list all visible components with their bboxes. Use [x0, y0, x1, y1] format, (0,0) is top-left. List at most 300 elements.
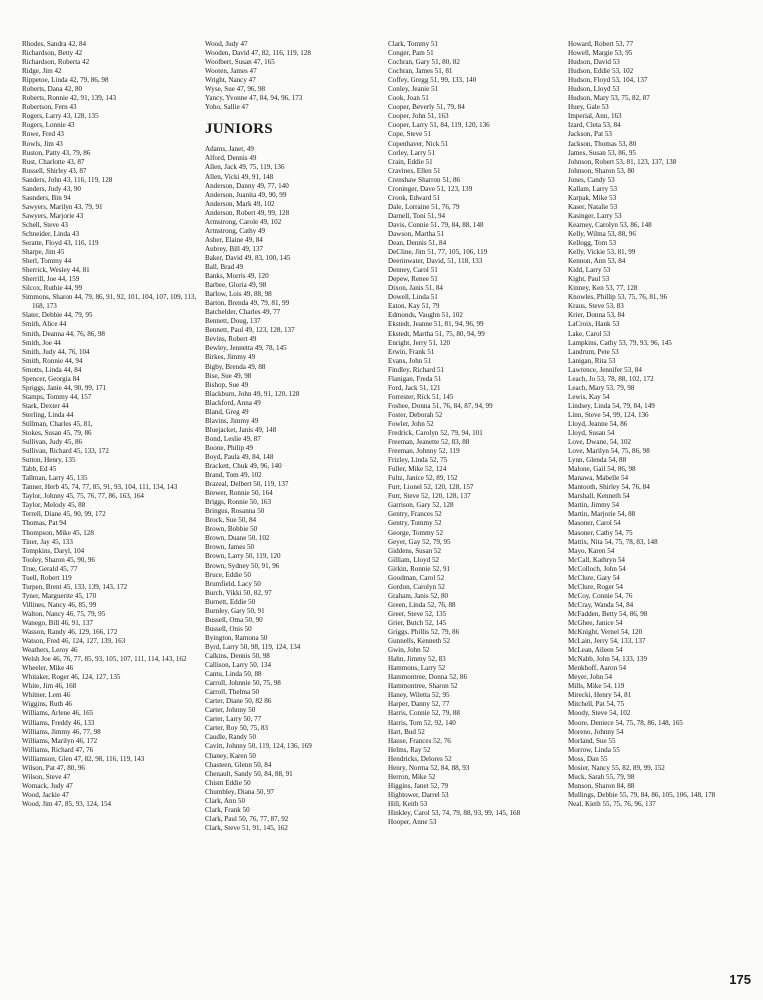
index-entry: Turpen, Brent 45, 133, 139, 143, 172 — [22, 582, 128, 591]
index-entry: Smotts, Linda 44, 84 — [22, 365, 82, 374]
index-entry: Furr, Lionel 52, 120, 128, 157 — [388, 483, 474, 492]
index-entry: Sherrill, Joe 44, 159 — [22, 275, 80, 284]
index-entry: Clark, Frank 50 — [205, 805, 250, 814]
index-entry: Forrester, Rick 51, 145 — [388, 392, 454, 401]
section-heading-juniors: JUNIORS — [205, 121, 273, 138]
index-entry: Muck, Sarah 55, 79, 98 — [568, 772, 635, 781]
index-entry: Carroll, Thelma 50 — [205, 688, 260, 697]
index-entry: Ford, Jack 51, 121 — [388, 383, 441, 392]
index-entry: Rippetoe, Linda 42, 79, 86, 98 — [22, 76, 109, 85]
index-entry: Banks, Morris 49, 120 — [205, 272, 269, 281]
index-entry: Fredrick, Carolyn 52, 79, 94, 101 — [388, 429, 483, 438]
index-entry: Johnson, Robert 53, 81, 123, 137, 138 — [568, 157, 677, 166]
index-entry: Linn, Steve 54, 99, 124, 136 — [568, 410, 649, 419]
index-entry: Love, Dwane, 54, 102 — [568, 438, 632, 447]
index-entry: Brumfield, Lacy 50 — [205, 579, 261, 588]
index-entry: Rowls, Jim 43 — [22, 139, 63, 148]
index-entry: Spriggs, Janie 44, 90, 99, 171 — [22, 383, 107, 392]
index-entry: Schell, Steve 43 — [22, 220, 68, 229]
index-entry: Sullivan, Judy 45, 86 — [22, 438, 83, 447]
index-entry: Simmons, Sharon 44, 79, 86, 91, 92, 101, 104, 107, 109, 113, 168, 173 — [22, 293, 197, 311]
index-entry: Sterling, Linda 44 — [22, 410, 74, 419]
index-entry: Brown, Duane 50, 102 — [205, 534, 270, 543]
index-entry: Anderson, Robert 49, 99, 128 — [205, 208, 290, 217]
index-entry: Kearney, Carolyn 53, 86, 148 — [568, 220, 652, 229]
index-entry: Williams, Arlene 46, 165 — [22, 709, 94, 718]
index-entry: Dale, Lorraine 51, 76, 79 — [388, 202, 460, 211]
index-entry: Cavitt, Johnny 50, 119, 124, 136, 169 — [205, 742, 312, 751]
index-entry: Croninger, Dave 51, 123, 139 — [388, 184, 473, 193]
index-entry: Tiner, Jay 45, 133 — [22, 537, 73, 546]
index-entry: Helms, Ray 52 — [388, 745, 431, 754]
index-entry: Hudson, David 53 — [568, 58, 620, 67]
index-entry: Hammons, Larry 52 — [388, 664, 446, 673]
index-entry: Lloyd, Jeanne 54, 86 — [568, 419, 628, 428]
index-entry: Gordon, Carolyn 52 — [388, 582, 445, 591]
index-entry: Imperial, Ann, 163 — [568, 112, 622, 121]
index-column-2 — [205, 40, 383, 833]
index-entry: Taylor, Johnny 45, 75, 76, 77, 86, 163, 164 — [22, 492, 144, 501]
index-entry: Hammontree, Donna 52, 86 — [388, 673, 467, 682]
index-entry: Bussell, Oma 50, 90 — [205, 615, 263, 624]
index-entry: Erwin, Frank 51 — [388, 347, 435, 356]
index-entry: Rust, Charlotte 43, 87 — [22, 157, 85, 166]
index-entry: Flanigan, Freda 51 — [388, 374, 442, 383]
index-entry: Kelly, Wilma 53, 88, 96 — [568, 229, 636, 238]
page-number: 175 — [729, 972, 751, 987]
index-entry: Moss, Dan 55 — [568, 754, 608, 763]
index-entry: DeCline, Jim 51, 77, 105, 106, 119 — [388, 248, 488, 257]
index-column-3 — [388, 40, 566, 827]
index-entry: Gwin, John 52 — [388, 646, 430, 655]
index-entry: James, Susan 53, 86, 95 — [568, 148, 636, 157]
index-entry: Burnley, Gary 50, 91 — [205, 606, 265, 615]
index-entry: Higgins, Janet 52, 79 — [388, 781, 449, 790]
index-entry: Leach, Jo 53, 78, 88, 102, 172 — [568, 374, 654, 383]
index-entry: Hinkley, Carol 53, 74, 79, 88, 93, 99, 145, 168 — [388, 808, 521, 817]
index-entry: Hudson, Mary 53, 75, 82, 87 — [568, 94, 650, 103]
index-entry: Darnell, Toni 51, 94 — [388, 211, 446, 220]
index-entry: Sutton, Henry, 135 — [22, 456, 76, 465]
index-entry: Sherrick, Wesley 44, 81 — [22, 266, 90, 275]
index-entry: Jones, Candy 53 — [568, 175, 615, 184]
index-entry: Sawyers, Marilyn 43, 79, 91 — [22, 202, 103, 211]
index-entry: Mosier, Nancy 55, 82, 89, 99, 152 — [568, 763, 665, 772]
index-entry: Walton, Nancy 46, 75, 79, 95 — [22, 609, 106, 618]
index-entry: Calkins, Dennis 50, 98 — [205, 652, 270, 660]
index-entry: Wood, Jim 47, 85, 93, 124, 154 — [22, 799, 112, 808]
index-entry: Williams, Marilyn 46, 172 — [22, 736, 98, 745]
index-entry: Lanigan, Rita 53 — [568, 356, 616, 365]
index-entry: Howell, Margie 53, 95 — [568, 49, 633, 58]
index-entry: Munson, Sharon 84, 88 — [568, 781, 635, 790]
index-entry: Hart, Bud 52 — [388, 727, 425, 736]
index-entry: Baker, David 49, 83, 100, 145 — [205, 253, 291, 262]
index-entry: George, Tommy 52 — [388, 528, 444, 537]
index-entry: Goodman, Carol 52 — [388, 573, 445, 582]
index-entry: Bruce, Eddie 50 — [205, 570, 251, 579]
index-entry: Crook, Edward 51 — [388, 193, 441, 202]
index-entry: Stamps, Tommy 44, 157 — [22, 392, 92, 401]
index-entry: Bringus, Rosanna 50 — [205, 507, 265, 516]
index-entry: Cravines, Ellen 51 — [388, 166, 441, 175]
index-entry: Bigby, Brenda 49, 88 — [205, 362, 266, 371]
index-entry: Adams, Janet, 49 — [205, 145, 254, 154]
index-entry: Girkin, Ronnie 52, 91 — [388, 564, 451, 573]
index-entry: Burnett, Eddie 50 — [205, 597, 256, 606]
index-entry: Cooper, Beverly 51, 79, 84 — [388, 103, 465, 112]
index-entry: Malone, Gail 54, 86, 98 — [568, 465, 636, 474]
index-entry: Menkhoff, Aaron 54 — [568, 664, 626, 673]
index-entry: Womack, Judy 47 — [22, 781, 73, 790]
index-entry: Griggs, Phillis 52, 79, 86 — [388, 628, 460, 637]
index-entry: Taylor, Melody 45, 88 — [22, 501, 86, 510]
index-entry: Villines, Nancy 46, 85, 99 — [22, 600, 97, 609]
index-entry: Ekstedt, Martha 51, 75, 80, 94, 99 — [388, 329, 485, 338]
index-entry: Briggs, Ronnie 50, 163 — [205, 498, 272, 507]
index-entry: Copenhaver, Nick 51 — [388, 139, 449, 148]
index-entry: Mayo, Karen 54 — [568, 546, 615, 555]
index-entry: McGhee, Janice 54 — [568, 619, 623, 627]
index-entry: Barlow, Lois 49, 88, 98 — [205, 290, 272, 299]
index-entry: Cantu, Linda 50, 88 — [205, 670, 262, 679]
index-entry: Carter, Larry 50, 77 — [205, 715, 262, 724]
index-entry: Blackburn, John 49, 91, 120, 128 — [205, 389, 300, 398]
index-entry: Ball, Brad 49 — [205, 262, 244, 271]
index-entry: Yoho, Sallie 47 — [205, 103, 249, 112]
index-entry: Love, Marilyn 54, 75, 86, 98 — [568, 447, 650, 456]
index-entry: Rogers, Larry 43, 128, 135 — [22, 112, 99, 121]
index-entry: Silcox, Ruthie 44, 99 — [22, 284, 83, 293]
index-entry: Roberts, Ronnie 42, 91, 139, 143 — [22, 94, 116, 103]
index-entry: Cooper, Larry 51, 84, 119, 120, 136 — [388, 121, 490, 130]
index-entry: Batchelder, Charles 49, 77 — [205, 308, 281, 317]
index-entry: Bennett, Doug, 137 — [205, 317, 261, 326]
index-entry: Harris, Tom 52, 92, 140 — [388, 718, 456, 727]
index-entry: Brock, Sue 50, 84 — [205, 516, 257, 525]
index-entry: Woolbert, Susan 47, 165 — [205, 58, 275, 67]
index-entry: Byington, Ramona 50 — [205, 633, 268, 642]
index-entry: Cochran, Gary 51, 80, 82 — [388, 58, 460, 67]
index-entry: Davis, Connie 51, 79, 84, 88, 148 — [388, 220, 484, 229]
index-entry: Thomas, Pat 94 — [22, 519, 67, 528]
index-entry: Crenshaw Sharron 51, 86 — [388, 175, 461, 184]
index-entry: Mantooth, Shirley 54, 76, 84 — [568, 483, 650, 492]
index-entry: Martin, Jimmy 54 — [568, 501, 620, 510]
index-entry: Enright, Jerry 51, 120 — [388, 338, 451, 347]
index-entry: Smith, Judy 44, 76, 104 — [22, 347, 90, 356]
index-entry: Edmonds, Vaughn 51, 102 — [388, 311, 463, 320]
index-entry: Lawrence, Jennifer 53, 84 — [568, 365, 642, 374]
index-entry: Seratte, Floyd 43, 116, 119 — [22, 239, 99, 248]
index-entry: Johnson, Sharon 53, 80 — [568, 166, 635, 175]
index-entry: Masoner, Cathy 54, 75 — [568, 528, 633, 537]
index-entry: Williamson, Glen 47, 82, 98, 116, 119, 143 — [22, 754, 145, 763]
index-entry: McClure, Roger 54 — [568, 582, 623, 591]
index-entry: Crain, Eddie 51 — [388, 157, 433, 166]
index-entry: Giddens, Susan 52 — [388, 546, 442, 555]
index-entry: Conger, Pam 51 — [388, 49, 434, 58]
index-entry: McNabb, John 54, 133, 139 — [568, 655, 648, 664]
index-column-4 — [568, 40, 746, 809]
index-entry: Aubrey, Bill 49, 137 — [205, 244, 264, 253]
index-entry: Foshee, Donna 51, 76, 84, 87, 94, 99 — [388, 401, 493, 410]
index-entry: Hudson, Lloyd 53 — [568, 85, 620, 94]
index-entry: Stillman, Charles 45, 81, — [22, 419, 93, 428]
index-entry: Rhodes, Sandra 42, 84 — [22, 40, 87, 48]
index-entry: Spencer, Georgia 84 — [22, 374, 80, 383]
index-entry: Sanders, John 43, 116, 119, 128 — [22, 175, 113, 184]
index-entry: Moreno, Johnny 54 — [568, 727, 624, 736]
index-entry: Tabb, Ed 45 — [22, 465, 57, 474]
index-entry: Frizley, Linda 52, 75 — [388, 456, 448, 465]
index-entry: Richardson, Betty 42 — [22, 49, 83, 58]
index-entry: Kellogg, Tom 53 — [568, 239, 617, 248]
index-entry: Anderson, Mark 49, 102 — [205, 199, 275, 208]
index-entry: Garrison, Gary 52, 128 — [388, 501, 454, 510]
index-entry: Brown, Bobbie 50 — [205, 525, 258, 534]
index-entry: Wood, Judy 47 — [205, 40, 248, 48]
index-entry: Barbee, Gloria 49, 98 — [205, 281, 267, 290]
index-entry: Tompkins, Daryl, 104 — [22, 546, 85, 555]
index-entry: Mitchell, Pat 54, 75 — [568, 700, 625, 709]
index-entry: Sharpe, Jim 45 — [22, 248, 65, 257]
index-entry: Stokes, Susan 45, 79, 86 — [22, 429, 92, 438]
index-entry: Williams, Richard 47, 76 — [22, 745, 94, 754]
index-entry: Bise, Sue 49, 98 — [205, 371, 252, 380]
index-entry: Lake, Carol 53 — [568, 329, 611, 338]
index-entry: White, Jim 46, 168 — [22, 682, 77, 691]
index-entry: Depew, Renee 51 — [388, 275, 438, 284]
index-entry: Jackson, Pat 53 — [568, 130, 612, 139]
index-entry: Brown, Larry 50, 119, 120 — [205, 552, 281, 561]
index-entry: Freeman, Johnny 52, 119 — [388, 447, 460, 456]
index-entry: Kallam, Larry 53 — [568, 184, 618, 193]
index-entry: Bewley, Jennetta 49, 78, 145 — [205, 344, 287, 353]
index-entry: Wooden, David 47, 82, 116, 119, 128 — [205, 49, 311, 58]
index-entry: Brown, Sydney 50, 91, 96 — [205, 561, 280, 570]
index-entry: Conley, Jeanie 51 — [388, 85, 439, 94]
index-entry: Richardson, Roberta 42 — [22, 58, 90, 67]
index-entry: Hill, Keith 53 — [388, 799, 428, 808]
index-entry: Tanner, Herb 45, 74, 77, 85, 91, 93, 104, 111, 134, 143 — [22, 483, 178, 492]
index-entry: Allen, Jack 49, 75, 119, 136 — [205, 163, 285, 172]
index-entry: Chaney, Karen 50 — [205, 751, 256, 760]
index-entry: Herron, Mike 52 — [388, 772, 436, 781]
index-entry: Lindsey, Linda 54, 79, 84, 149 — [568, 401, 655, 410]
index-entry: Williams, Jimmy 46, 77, 98 — [22, 727, 101, 736]
index-entry: Clark, Tommy 51 — [388, 40, 439, 48]
index-entry: Tallman, Larry 45, 135 — [22, 474, 88, 483]
index-entry: Kinney, Ken 53, 77, 128 — [568, 284, 638, 293]
index-entry: Gentry, Tommy 52 — [388, 519, 442, 528]
index-entry: Thompson, Mike 45, 128 — [22, 528, 94, 537]
index-entry: Moore, Deniece 54, 75, 78, 86, 148, 165 — [568, 718, 683, 727]
index-entry: Geyer, Gay 52, 79, 95 — [388, 537, 451, 546]
index-entry: Krier, Donna 53, 84 — [568, 311, 625, 320]
index-entry: Marshall, Kenneth 54 — [568, 492, 630, 501]
index-entry: Roberts, Dana 42, 80 — [22, 85, 83, 94]
index-entry: LaCroix, Hank 53 — [568, 320, 620, 329]
index-entry: Chasteen, Glenn 50, 84 — [205, 760, 272, 769]
index-entry: Brand, Tom 49, 102 — [205, 471, 262, 480]
index-entry: Welsh Joe 46, 76, 77, 85, 93, 105, 107, 111, 114, 143, 162 — [22, 655, 187, 664]
index-entry: Sullivan, Richard 45, 133, 172 — [22, 447, 109, 456]
index-entry: Byrd, Larry 50, 98, 119, 124, 134 — [205, 642, 301, 651]
index-entry: Henry, Norma 52, 84, 88, 93 — [388, 763, 470, 772]
index-entry: Whitner, Lem 46 — [22, 691, 71, 700]
index-entry: Fultz, Janice 52, 89, 152 — [388, 474, 458, 483]
index-column-1 — [22, 40, 200, 809]
index-entry: Tyner, Marguerite 45, 170 — [22, 591, 97, 600]
index-entry: Gunnells, Kenneth 52 — [388, 637, 451, 646]
index-entry: Anderson, Juanita 49, 90, 99 — [205, 190, 287, 199]
index-entry: Alford, Dennis 49 — [205, 154, 257, 163]
index-entry: Masoner, Carol 54 — [568, 519, 621, 528]
index-entry: Harper, Danny 52, 77 — [388, 700, 450, 709]
index-entry: Williams, Freddy 46, 133 — [22, 718, 95, 727]
index-entry: Kennon, Ann 53, 84 — [568, 257, 626, 266]
index-entry: McCall, Kathryn 54 — [568, 555, 625, 564]
index-entry: Morrow, Linda 55 — [568, 745, 620, 754]
seniors-continued-list — [205, 40, 383, 112]
index-entry: Eaton, Kay 51, 79 — [388, 302, 440, 311]
juniors-list — [205, 145, 383, 833]
index-entry: Terrell, Diane 45, 90, 99, 172 — [22, 510, 106, 519]
index-entry: Bland, Greg 49 — [205, 407, 249, 416]
index-entry: McLean, Aileen 54 — [568, 646, 623, 655]
index-entry: Bishop, Sue 49 — [205, 380, 249, 389]
index-entry: Bussell, Onis 50 — [205, 624, 252, 633]
index-entry: Wasson, Randy 46, 129, 166, 172 — [22, 628, 118, 637]
index-entry: McClure, Gary 54 — [568, 573, 620, 582]
index-entry: Kidd, Larry 53 — [568, 266, 611, 275]
index-entry: Wooten, James 47 — [205, 67, 257, 76]
index-entry: Wheeler, Mike 46 — [22, 664, 74, 673]
index-entry: Tooley, Sharon 45, 90, 96 — [22, 555, 95, 564]
index-entry: Sanders, Judy 43, 90 — [22, 184, 81, 193]
index-entry: Brazeal, Delbert 50, 119, 137 — [205, 480, 289, 489]
index-entry: Armstrong, Carole 49, 102 — [205, 217, 282, 226]
index-entry: Neal, Kieth 55, 75, 76, 96, 137 — [568, 799, 656, 808]
index-entry: Asher, Elaine 49, 84 — [205, 235, 263, 244]
index-entry: Wilson, Steve 47 — [22, 772, 71, 781]
index-entry: Wilson, Pat 47, 80, 96 — [22, 763, 85, 772]
index-entry: Clark, Ann 50 — [205, 796, 245, 805]
index-entry: Sawyers, Marjorie 43 — [22, 211, 84, 220]
index-entry: Boyd, Paula 49, 84, 148 — [205, 452, 274, 461]
index-entry: Cook, Joan 51 — [388, 94, 429, 103]
index-entry: Dixon, Janis 51, 84 — [388, 284, 443, 293]
index-entry: Carroll, Johnnie 50, 75, 98 — [205, 679, 281, 688]
index-entry: Lewis, Kay 54 — [568, 392, 610, 401]
index-entry: Green, Linda 52, 76, 88 — [388, 600, 456, 609]
index-entry: True, Gerald 45, 77 — [22, 564, 78, 573]
index-entry: Bennett, Paul 49, 123, 128, 137 — [205, 326, 295, 335]
index-entry: Findley, Richard 51 — [388, 365, 445, 374]
index-entry: Greer, Steve 52, 135 — [388, 609, 447, 618]
index-entry: McCray, Wanda 54, 84 — [568, 600, 634, 609]
index-entry: Hendricks, Delores 52 — [388, 754, 452, 763]
index-entry: Grier, Butch 52, 145 — [388, 619, 447, 627]
index-entry: Wood, Jackie 47 — [22, 790, 69, 799]
index-entry: Martin, Marjorie 54, 88 — [568, 510, 636, 519]
index-entry: Allen, Vicki 49, 91, 148 — [205, 172, 274, 181]
index-entry: Lampkins, Cathy 53, 79, 93, 96, 145 — [568, 338, 672, 347]
index-entry: Corley, Larry 51 — [388, 148, 436, 157]
index-entry: Saunders, Bin 94 — [22, 193, 71, 202]
index-entry: Blackford, Anna 49 — [205, 398, 261, 407]
index-entry: Landrum, Pete 53 — [568, 347, 619, 356]
index-entry: Knowles, Phillip 53, 75, 76, 81, 96 — [568, 293, 668, 302]
index-entry: Whitaker, Roger 46, 124, 127, 135 — [22, 673, 121, 682]
index-entry: Weathers, Leroy 46 — [22, 646, 78, 655]
index-entry: Hooper, Anne 53 — [388, 818, 437, 827]
index-entry: Carter, Roy 50, 75, 83 — [205, 724, 268, 733]
index-entry: Mills, Mike 54, 119 — [568, 682, 625, 691]
index-entry: Mattix, Nita 54, 75, 78, 83, 148 — [568, 537, 658, 546]
index-entry: Hause, Frances 52, 76 — [388, 736, 451, 745]
index-entry: Coffey, Gregg 51, 99, 133, 140 — [388, 76, 477, 85]
index-entry: Hudson, Floyd 53, 104, 137 — [568, 76, 648, 85]
index-entry: Burch, Vikki 50, 82, 97 — [205, 588, 272, 597]
index-entry: McFadden, Betty 54, 86, 98 — [568, 609, 648, 618]
index-entry: Birkes, Jimmy 49 — [205, 353, 256, 362]
index-entry: Schneider, Linda 43 — [22, 229, 80, 238]
index-entry: Carter, Diane 50, 82 86 — [205, 697, 272, 706]
index-entry: Morland, Sue 55 — [568, 736, 616, 745]
index-entry: Graham, Janis 52, 80 — [388, 591, 449, 600]
index-entry: Dean, Dennis 51, 84 — [388, 239, 447, 248]
index-entry: Kaser, Natalie 53 — [568, 202, 618, 211]
index-entry: McCoy, Connie 54, 76 — [568, 591, 633, 600]
index-entry: Harris, Connie 52, 79, 88 — [388, 709, 460, 718]
index-entry: Cochran, James 51, 81 — [388, 67, 453, 76]
index-entry: Leach, Mary 53, 79, 98 — [568, 383, 635, 392]
index-entry: Boone, Philip 49 — [205, 443, 253, 452]
index-entry: Manawa, Mabelle 54 — [568, 474, 629, 483]
index-entry: Sherl, Tommy 44 — [22, 257, 72, 266]
index-entry: Izard, Cleta 53, 84 — [568, 121, 621, 130]
index-entry: Chenault, Sandy 50, 84, 88, 91 — [205, 769, 293, 778]
index-entry: Smith, Ronnie 44, 94 — [22, 356, 83, 365]
index-entry: Barton, Brenda 49, 79, 81, 99 — [205, 299, 290, 308]
index-entry: Clark, Paul 50, 76, 77, 87, 92 — [205, 814, 289, 823]
index-entry: Chism Eddie 50 — [205, 778, 251, 787]
index-entry: Foster, Deborah 52 — [388, 410, 443, 419]
index-entry: Hudson, Eddie 53, 102 — [568, 67, 634, 76]
index-entry: Tuell, Robert 119 — [22, 573, 72, 582]
index-entry: Wright, Nancy 47 — [205, 76, 256, 85]
index-entry: Moody, Steve 54, 102 — [568, 709, 631, 718]
index-entry: Jackson, Thomas 53, 80 — [568, 139, 637, 148]
index-entry: Dawson, Martha 51 — [388, 229, 445, 238]
index-entry: Smith, Alice 44 — [22, 320, 67, 329]
index-entry: Cooper, John 51, 163 — [388, 112, 449, 121]
index-entry: Kelly, Vickie 53, 81, 99 — [568, 248, 636, 257]
index-entry: Haney, Wiletta 52, 95 — [388, 691, 450, 700]
index-entry: Howard, Robert 53, 77 — [568, 40, 634, 48]
index-entry: Armstrong, Cathy 49 — [205, 226, 266, 235]
index-entry: Ekstedt, Jeanne 51, 81, 94, 96, 99 — [388, 320, 484, 329]
index-entry: Caudle, Randy 50 — [205, 733, 257, 742]
index-entry: Russell, Shirley 43, 87 — [22, 166, 87, 175]
index-entry: Carter, Johnny 50 — [205, 706, 256, 715]
index-entry: Blavins, Jimmy 49 — [205, 416, 259, 425]
index-entry: Anderson, Danny 49, 77, 140 — [205, 181, 289, 190]
index-entry: McLain, Jerry 54, 133, 137 — [568, 637, 646, 646]
index-entry: Wiggins, Ruth 46 — [22, 700, 72, 709]
